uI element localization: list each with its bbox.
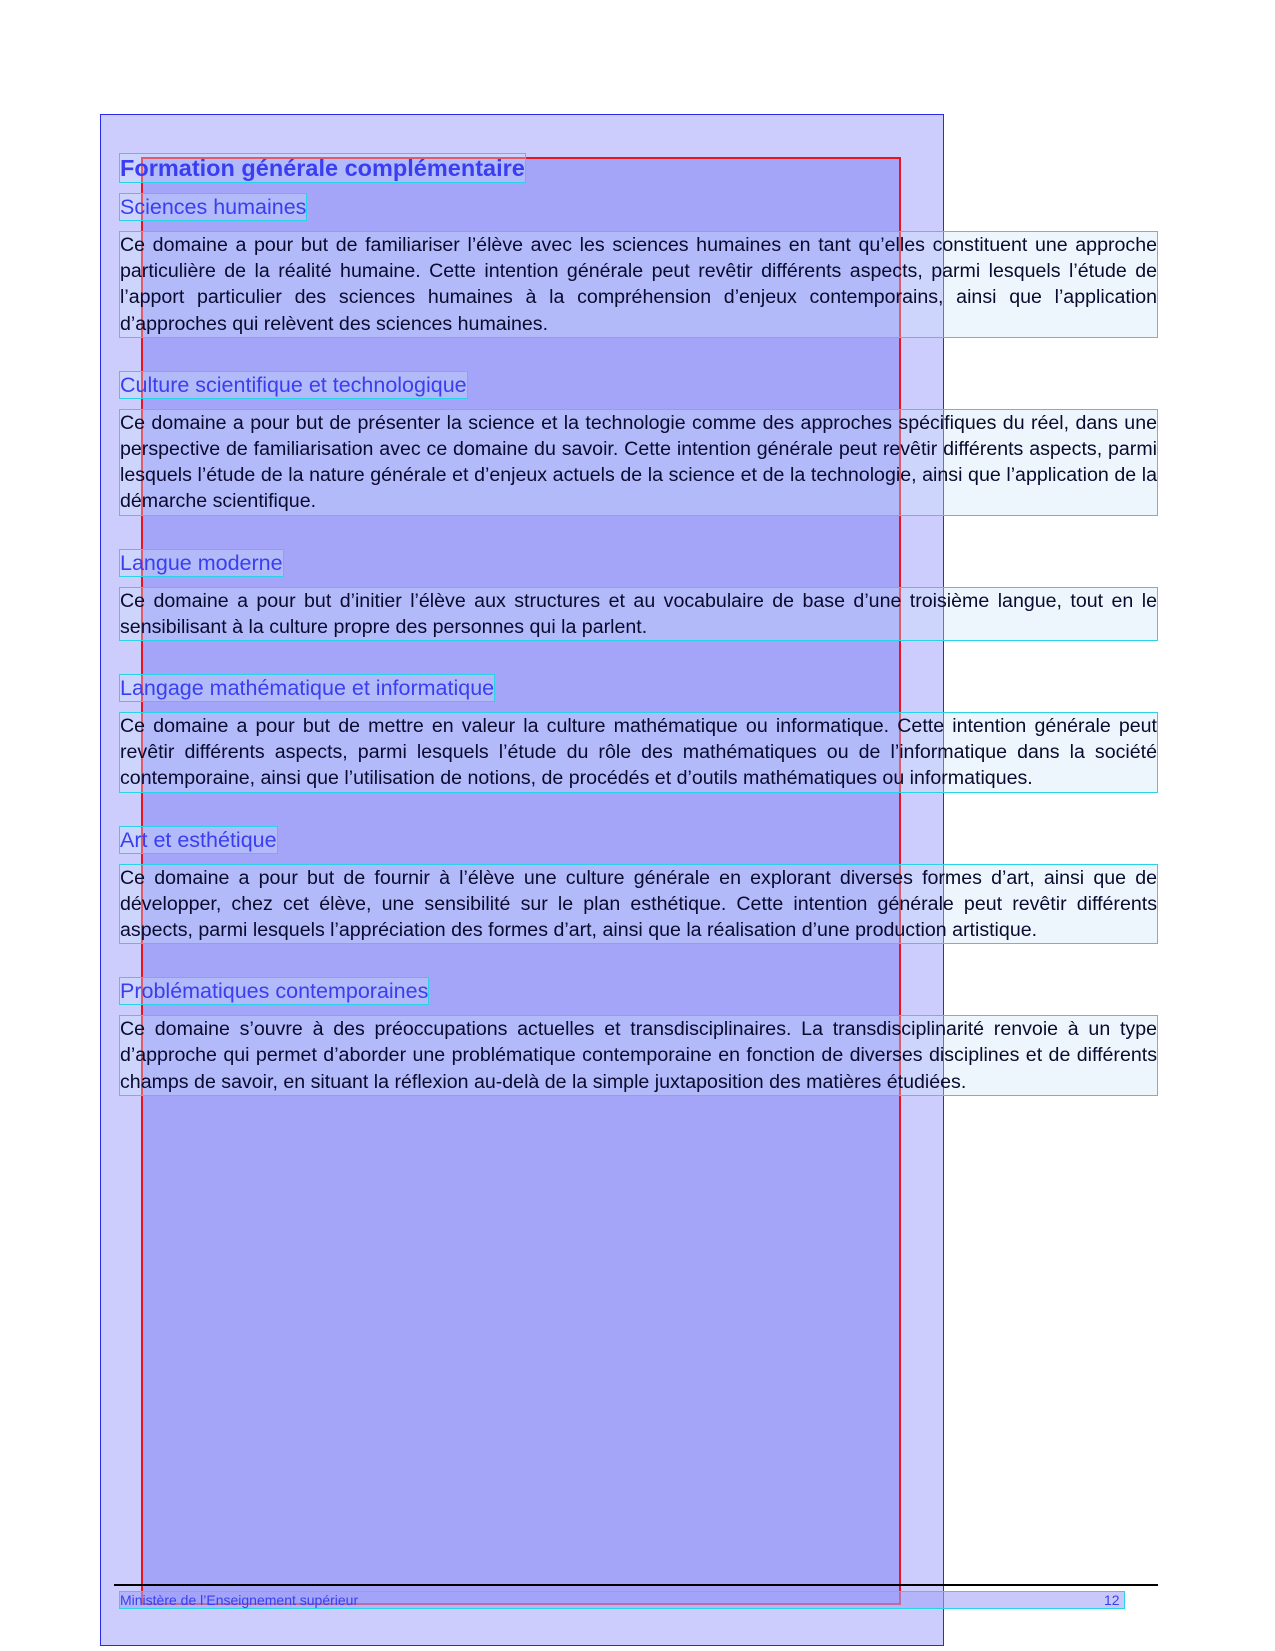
section-paragraph: Ce domaine a pour but de familiariser l’élève avec les sciences humaines en tant qu’elles constituent une approche particulière de la réalité humaine. Cette intention générale peut revêtir différents aspects, parmi lesquels l’étude de l’apport particulier des sciences humaines à la compréhension d’enjeux contemporains, ainsi que l’application d’approches qui relèvent des sciences humaines. (120, 232, 1157, 337)
document-content (120, 150, 1157, 1116)
section-heading: Art et esthétique (120, 827, 277, 852)
page-title: Formation générale complémentaire (120, 155, 525, 181)
section-paragraph: Ce domaine s’ouvre à des préoccupations actuelles et transdisciplinaires. La transdisciplinarité renvoie à un type d’approche qui permet d’aborder une problématique contemporaine en fonction de diverses disciplines et de différents champs de savoir, en situant la réflexion au-delà de la simple juxtaposition des matières étudiées. (120, 1016, 1157, 1095)
section-art-esthetique (120, 813, 1157, 944)
section-sciences-humaines (120, 182, 1157, 337)
section-paragraph: Ce domaine a pour but de fournir à l’élève une culture générale en explorant diverses formes d’art, ainsi que de développer, chez cet élève, une sensibilité sur le plan esthétique. Cette intention générale peut revêtir différents aspects, parmi lesquels l’appréciation des formes d’art, ainsi que la réalisation d’une production artistique. (120, 865, 1157, 944)
page-number: 12 (1104, 1592, 1120, 1608)
footer-ministry: Ministère de l’Enseignement supérieur (120, 1592, 359, 1608)
section-langue-moderne (120, 536, 1157, 640)
section-heading: Problématiques contemporaines (120, 979, 429, 1004)
section-heading: Langue moderne (120, 550, 283, 575)
section-paragraph: Ce domaine a pour but d’initier l’élève aux structures et au vocabulaire de base d’une troisième langue, tout en le sensibilisant à la culture propre des personnes qui la parlent. (120, 588, 1157, 640)
section-langage-mathematique (120, 661, 1157, 792)
section-heading: Sciences humaines (120, 195, 307, 219)
section-heading: Langage mathématique et informatique (120, 676, 495, 701)
section-problematiques (120, 964, 1157, 1095)
section-heading: Culture scientifique et technologique (120, 372, 467, 397)
section-paragraph: Ce domaine a pour but de présenter la science et la technologie comme des approches spécifiques du réel, dans une perspective de familiarisation avec ce domaine du savoir. Cette intention générale peut revêtir différents aspects, parmi lesquels l’étude de la nature générale et d’enjeux actuels de la science et de la technologie, ainsi que l’application de la démarche scientifique. (120, 410, 1157, 515)
section-paragraph: Ce domaine a pour but de mettre en valeur la culture mathématique ou informatique. Cette intention générale peut revêtir différents aspects, parmi lesquels l’étude du rôle des mathématiques ou de l’informatique dans la société contemporaine, ainsi que l’utilisation de notions, de procédés et d’outils mathématiques ou informatiques. (120, 713, 1157, 792)
section-culture-scientifique (120, 358, 1157, 515)
footer-divider (114, 1584, 1158, 1586)
